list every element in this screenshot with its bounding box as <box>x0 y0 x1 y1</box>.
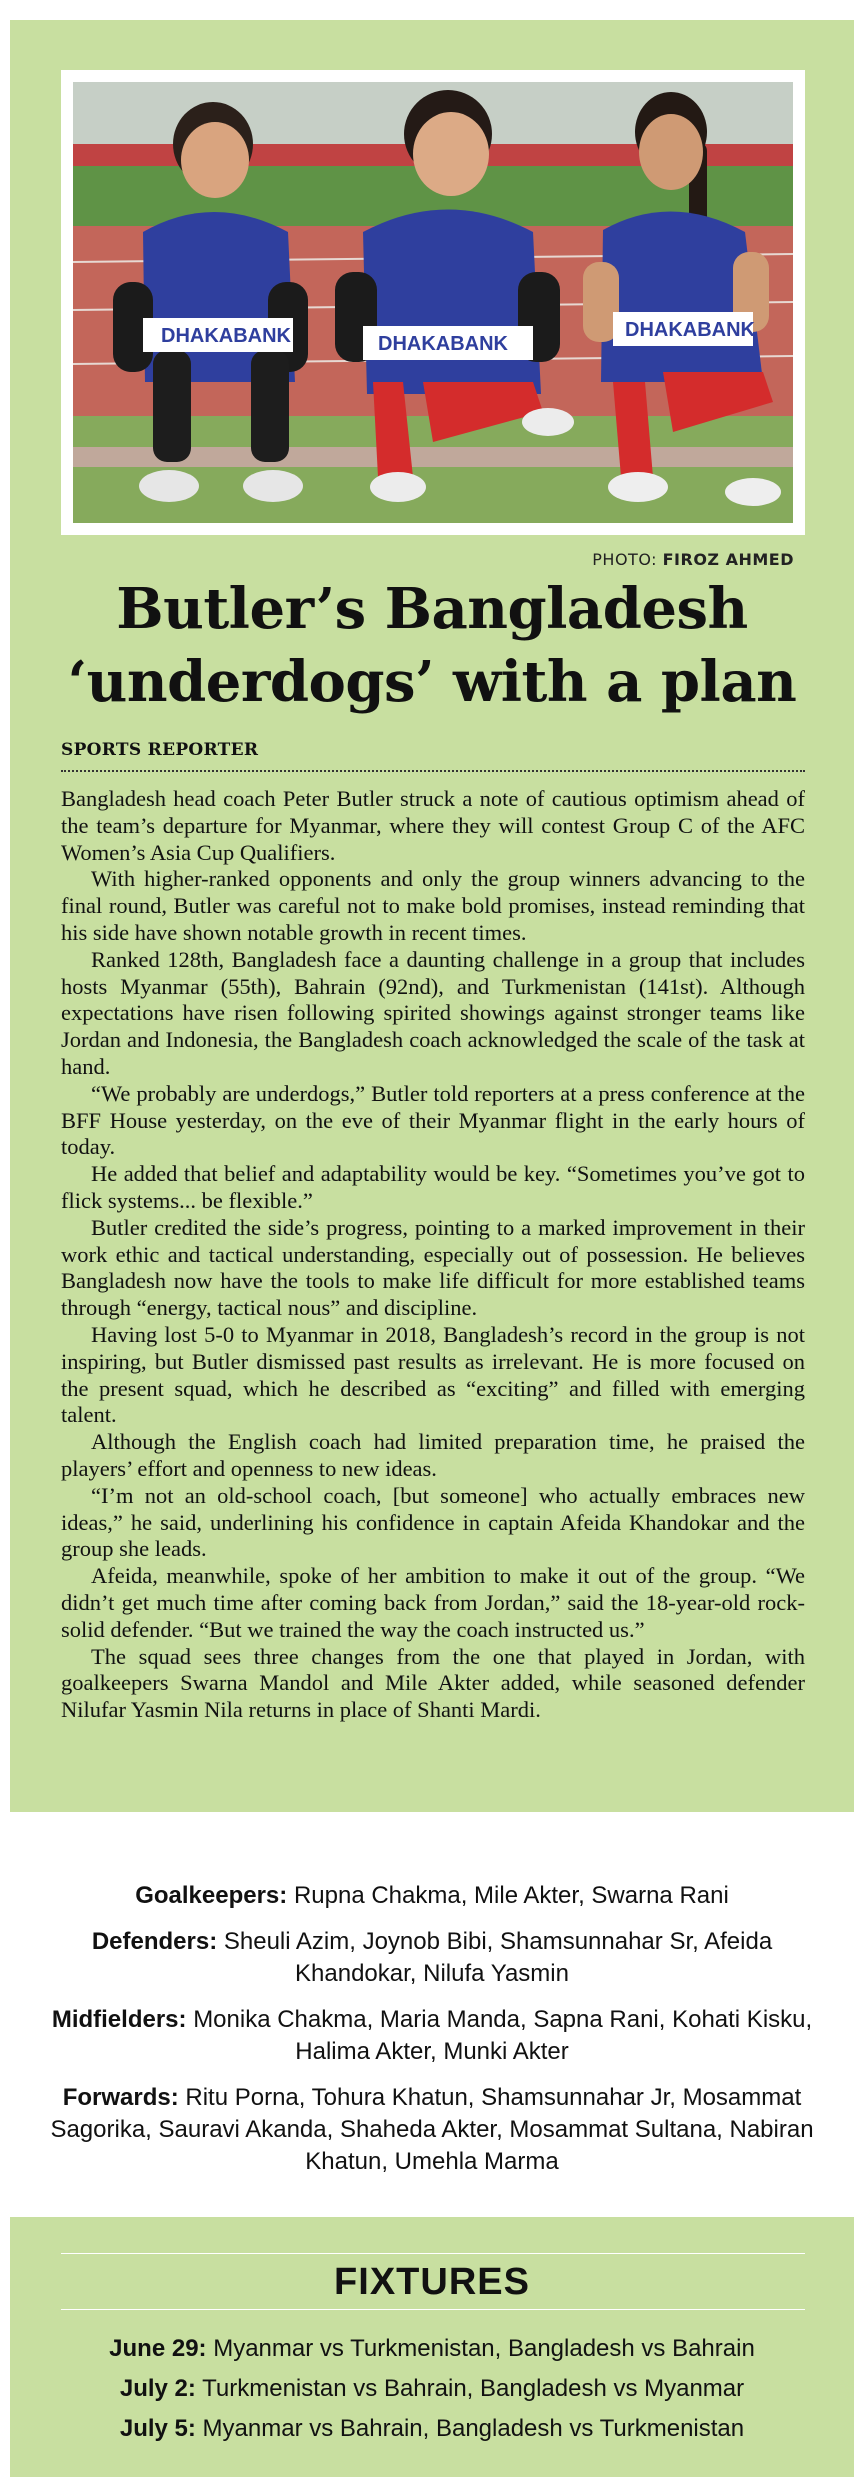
paragraph: Butler credited the side’s progress, pointing to a marked improvement in their work ethic and tactical understanding, especially out of possession. He believes Bangladesh now have the tools to make life difficult for more established teams through “energy, tactical nous” and discipline. <box>61 1214 805 1321</box>
fixture-matches: Myanmar vs Turkmenistan, Bangladesh vs Bahrain <box>213 2335 755 2362</box>
squad-role: Forwards: <box>62 2084 179 2111</box>
squad-players: Monika Chakma, Maria Manda, Sapna Rani, Kohati Kisku, Halima Akter, Munki Akter <box>193 2006 813 2065</box>
article-body <box>61 786 805 1724</box>
squad-role: Midfielders: <box>51 2006 187 2033</box>
squad-list <box>40 1880 824 2192</box>
squad-role: Goalkeepers: <box>135 1882 288 1909</box>
fixture-date: July 2: <box>119 2375 196 2402</box>
article-panel <box>10 20 854 1812</box>
paragraph: Ranked 128th, Bangladesh face a daunting challenge in a group that includes hosts Myanmar (55th), Bahrain (92nd), and Turkmenistan (141st). Although expectations have risen following spirited showings against stronger teams like Jordan and Indonesia, the Bangladesh coach acknowledged the scale of the task at hand. <box>61 946 805 1079</box>
fixture-date: July 5: <box>119 2415 196 2442</box>
squad-row-defenders <box>40 1926 824 1990</box>
svg-text:DHAKABANK: DHAKABANK <box>161 325 291 347</box>
fixture-item <box>10 2369 854 2409</box>
headline-line-1: Butler’s Bangladesh <box>116 576 748 642</box>
fixture-matches: Turkmenistan vs Bahrain, Bangladesh vs Myanmar <box>202 2375 745 2402</box>
paragraph: “We probably are underdogs,” Butler told reporters at a press conference at the BFF House yesterday, on the eve of their Myanmar flight in the early hours of today. <box>61 1080 805 1160</box>
byline: SPORTS REPORTER <box>61 740 259 760</box>
fixture-matches: Myanmar vs Bahrain, Bangladesh vs Turkmenistan <box>202 2415 745 2442</box>
squad-players: Sheuli Azim, Joynob Bibi, Shamsunnahar Sr, Afeida Khandokar, Nilufa Yasmin <box>223 1928 773 1987</box>
players-illustration <box>73 82 793 523</box>
fixture-item <box>10 2329 854 2369</box>
squad-players: Rupna Chakma, Mile Akter, Swarna Rani <box>293 1882 729 1909</box>
squad-role: Defenders: <box>91 1928 218 1955</box>
photo-credit-label: PHOTO: <box>592 550 658 569</box>
fixtures-bottom-rule <box>61 2309 805 2310</box>
photo-credit-name: FIROZ AHMED <box>662 550 794 569</box>
squad-players: Ritu Porna, Tohura Khatun, Shamsunnahar Jr, Mosammat Sagorika, Sauravi Akanda, Shaheda Akter, Mosammat Sultana, Nabiran Khatun, Umehla Marma <box>50 2084 814 2175</box>
paragraph: Afeida, meanwhile, spoke of her ambition to make it out of the group. “We didn’t get much time after coming back from Jordan,” said the 18-year-old rock-solid defender. “But we trained the way the coach instructed us.” <box>61 1563 805 1642</box>
svg-text:DHAKABANK: DHAKABANK <box>378 333 508 355</box>
fixtures-top-rule <box>61 2253 805 2254</box>
squad-row-goalkeepers <box>40 1880 824 1912</box>
squad-row-midfielders <box>40 2004 824 2068</box>
paragraph: “I’m not an old-school coach, [but someone] who actually embraces new ideas,” he said, underlining his confidence in captain Afeida Khandokar and the group she leads. <box>61 1482 805 1562</box>
photo-frame <box>61 70 805 535</box>
svg-text:DHAKABANK: DHAKABANK <box>625 319 755 341</box>
paragraph: Although the English coach had limited preparation time, he praised the players’ effort and openness to new ideas. <box>61 1429 805 1481</box>
paragraph: He added that belief and adaptability would be key. “Sometimes you’ve got to flick systems... be flexible.” <box>61 1161 805 1213</box>
paragraph: The squad sees three changes from the one that played in Jordan, with goalkeepers Swarna Mandol and Mile Akter added, while seasoned defender Nilufar Yasmin Nila returns in place of Shanti Mardi. <box>61 1643 805 1723</box>
headline-line-2: ‘underdogs’ with a plan <box>67 649 797 715</box>
paragraph: Bangladesh head coach Peter Butler struck a note of cautious optimism ahead of the team’s departure for Myanmar, where they will contest Group C of the AFC Women’s Asia Cup Qualifiers. <box>61 786 805 865</box>
photo-credit <box>592 550 794 569</box>
fixtures-panel <box>10 2217 854 2477</box>
fixture-date: June 29: <box>109 2335 207 2362</box>
paragraph: Having lost 5-0 to Myanmar in 2018, Bangladesh’s record in the group is not inspiring, but Butler dismissed past results as irrelevant. He is more focused on the present squad, which he described as “exciting” and filled with emerging talent. <box>61 1321 805 1428</box>
squad-row-forwards <box>40 2082 824 2178</box>
fixtures-list <box>10 2329 854 2449</box>
paragraph: With higher-ranked opponents and only the group winners advancing to the final round, Butler was careful not to make bold promises, instead reminding that his side have shown notable growth in recent times. <box>61 866 805 945</box>
team-photo <box>73 82 793 523</box>
byline-divider <box>61 770 805 772</box>
fixtures-title: FIXTURES <box>334 2261 530 2303</box>
fixture-item <box>10 2409 854 2449</box>
